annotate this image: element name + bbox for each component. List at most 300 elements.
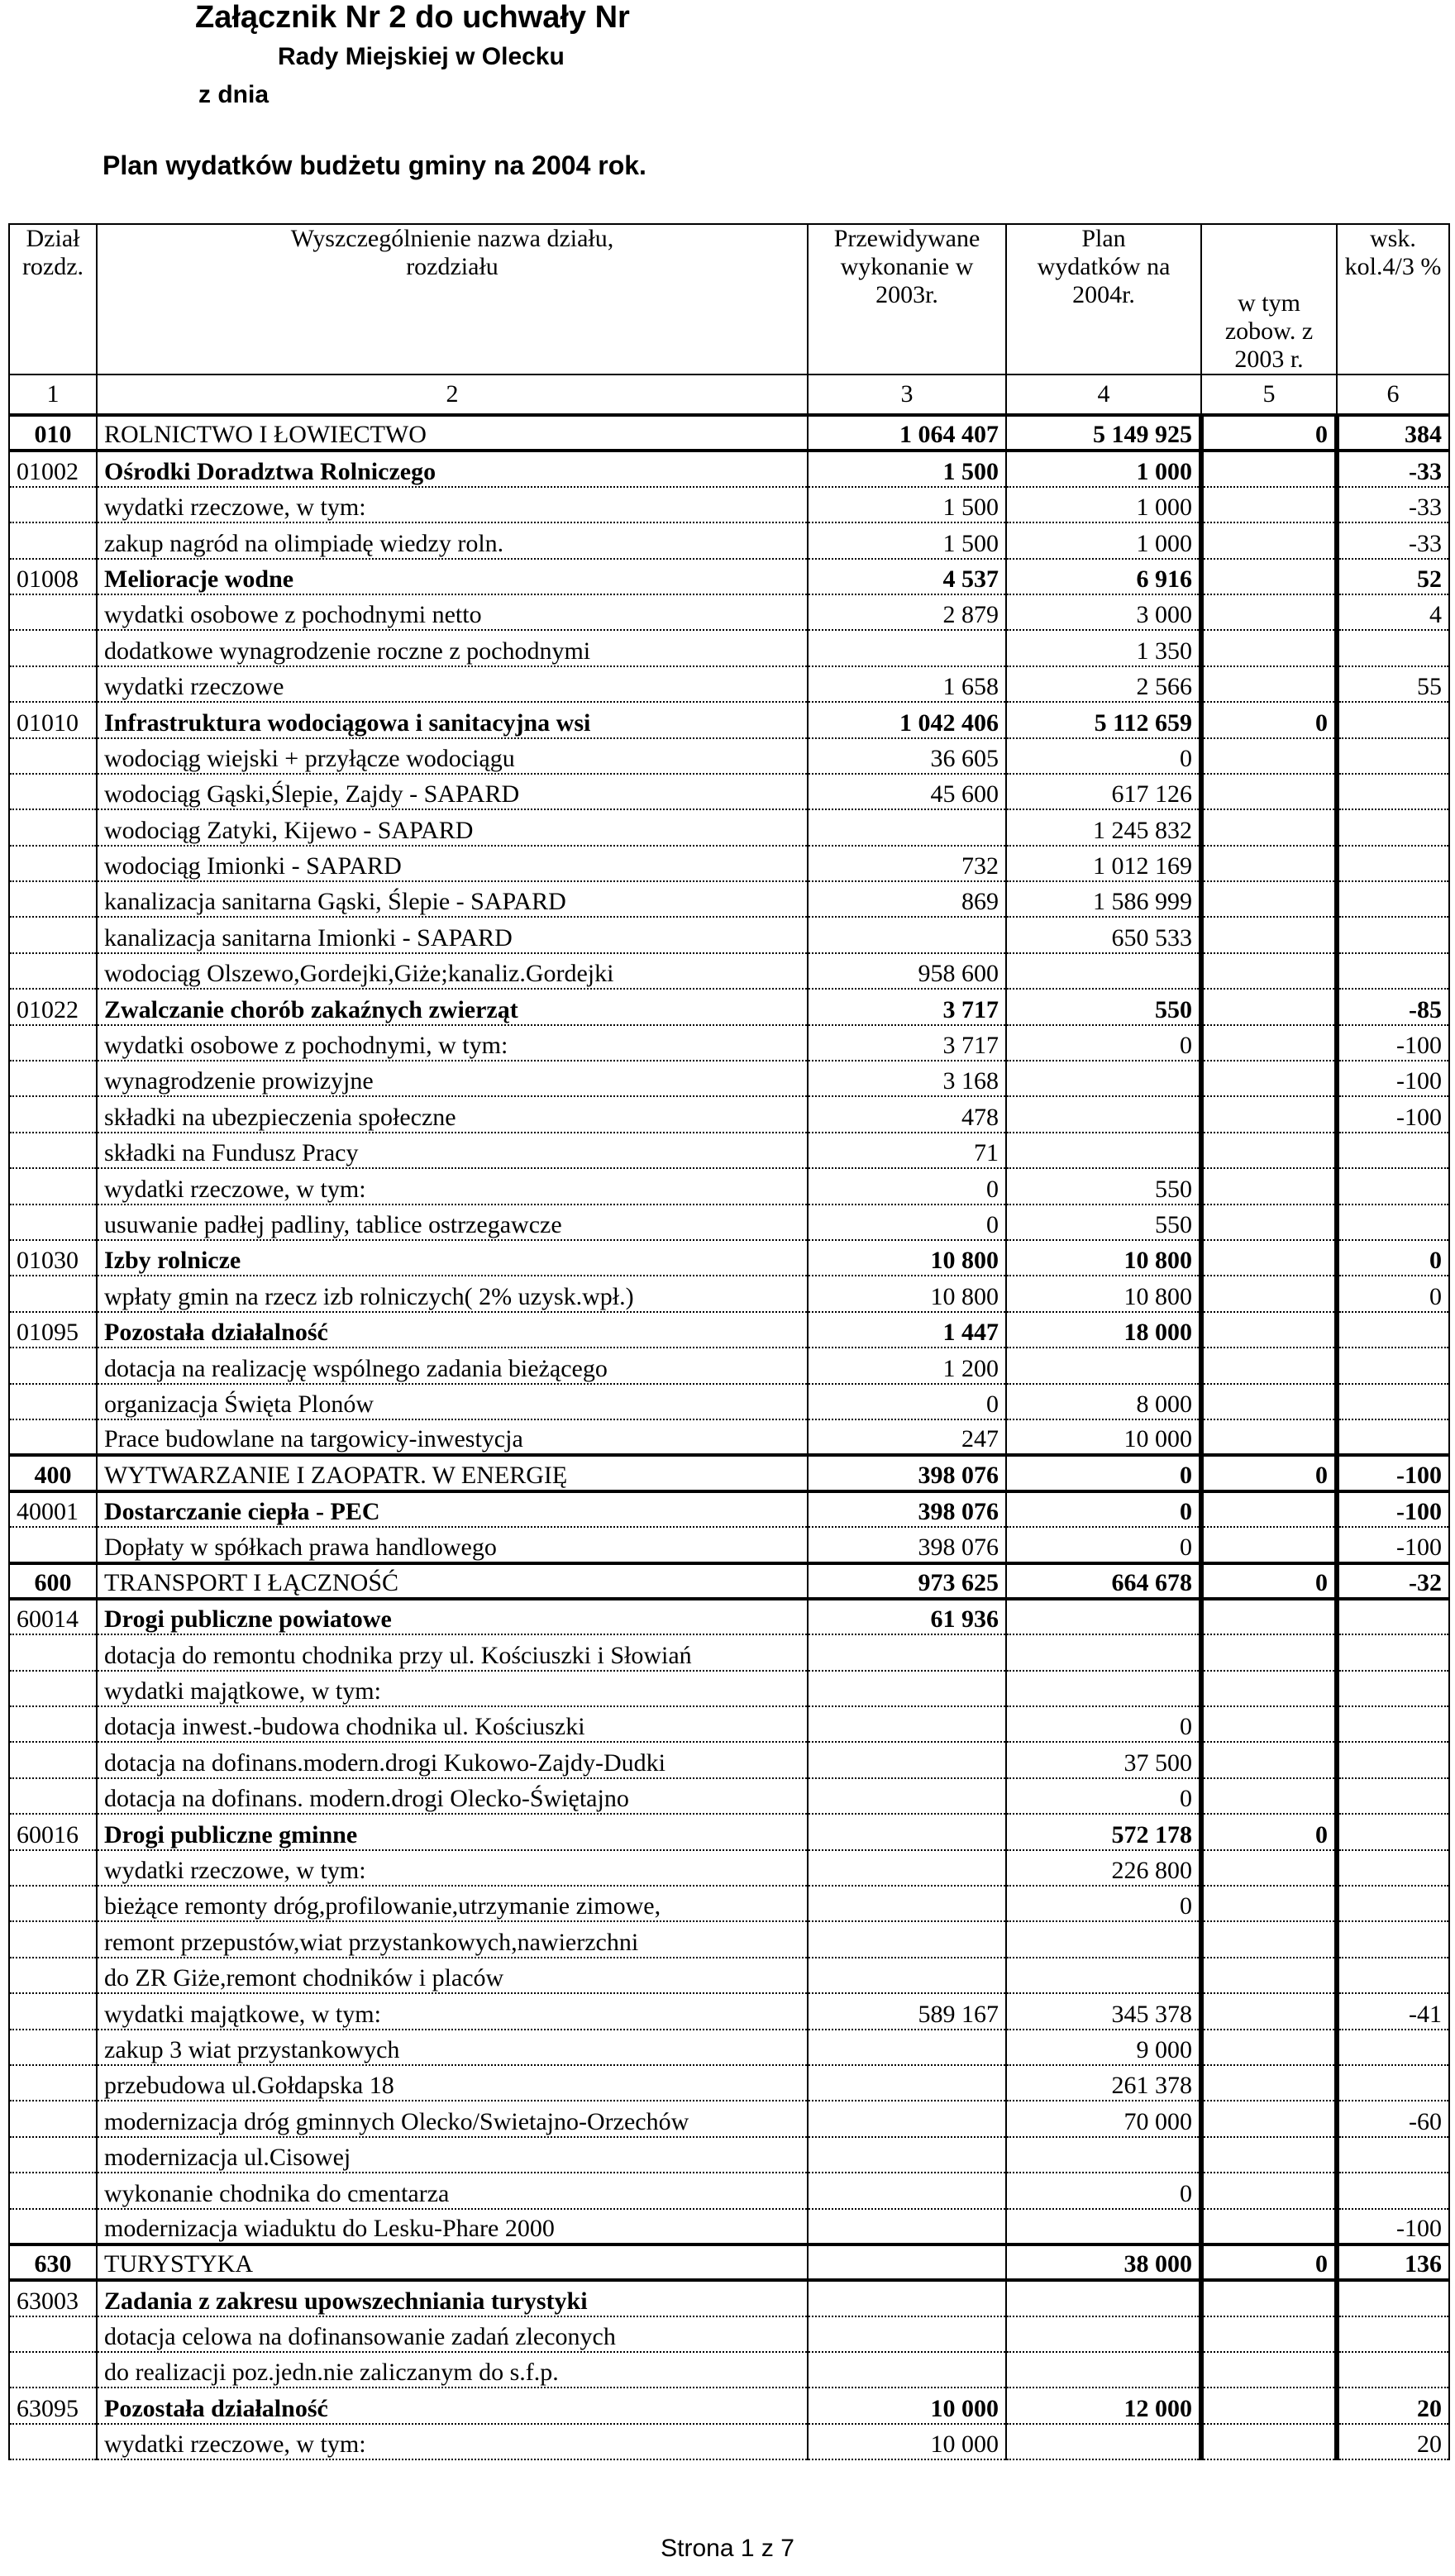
cell-plan-2004: 6 916	[1006, 559, 1201, 594]
cell-expected-2003: 1 200	[808, 1348, 1006, 1383]
cell-expected-2003: 398 076	[808, 1491, 1006, 1527]
cell-description: modernizacja wiaduktu do Lesku-Phare 2000	[97, 2209, 808, 2244]
chapter-row	[9, 1814, 1449, 1849]
cell-expected-2003	[808, 809, 1006, 845]
cell-code: 63003	[9, 2280, 97, 2316]
header-expected-2003: Przewidywane wykonanie w 2003r.	[808, 224, 1006, 374]
cell-code	[9, 1527, 97, 1562]
cell-code	[9, 1276, 97, 1311]
cell-plan-2004: 664 678	[1006, 1563, 1201, 1599]
cell-expected-2003: 732	[808, 846, 1006, 881]
cell-plan-2004	[1006, 1096, 1201, 1132]
cell-plan-2004	[1006, 1348, 1201, 1383]
cell-obligations-2003	[1201, 1348, 1337, 1383]
cell-ratio: -100	[1337, 2209, 1449, 2244]
budget-table-body	[9, 415, 1449, 2459]
cell-code: 010	[9, 415, 97, 451]
cell-expected-2003: 36 605	[808, 738, 1006, 774]
cell-code	[9, 2316, 97, 2352]
cell-code	[9, 594, 97, 630]
cell-expected-2003	[808, 1814, 1006, 1849]
cell-plan-2004: 1 000	[1006, 522, 1201, 558]
table-row	[9, 594, 1449, 630]
cell-ratio	[1337, 1814, 1449, 1849]
cell-obligations-2003	[1201, 2101, 1337, 2136]
cell-description: wpłaty gmin na rzecz izb rolniczych( 2% uzysk.wpł.)	[97, 1276, 808, 1311]
cell-description: wydatki osobowe z pochodnymi, w tym:	[97, 1025, 808, 1061]
cell-code: 01002	[9, 451, 97, 486]
cell-expected-2003: 398 076	[808, 1455, 1006, 1491]
cell-description: Ośrodki Doradztwa Rolniczego	[97, 451, 808, 486]
cell-description: Izby rolnicze	[97, 1240, 808, 1276]
cell-obligations-2003	[1201, 1133, 1337, 1168]
cell-expected-2003: 3 717	[808, 1025, 1006, 1061]
cell-obligations-2003	[1201, 774, 1337, 809]
cell-plan-2004: 0	[1006, 1025, 1201, 1061]
cell-description: wydatki osobowe z pochodnymi netto	[97, 594, 808, 630]
cell-expected-2003	[808, 2316, 1006, 2352]
cell-expected-2003: 3 717	[808, 989, 1006, 1024]
table-row	[9, 2101, 1449, 2136]
cell-obligations-2003	[1201, 1850, 1337, 1886]
cell-expected-2003	[808, 2065, 1006, 2101]
cell-expected-2003: 0	[808, 1168, 1006, 1204]
cell-obligations-2003	[1201, 2209, 1337, 2244]
cell-obligations-2003	[1201, 1634, 1337, 1670]
chapter-row	[9, 2388, 1449, 2423]
cell-ratio	[1337, 2173, 1449, 2208]
cell-ratio: -33	[1337, 522, 1449, 558]
cell-code	[9, 666, 97, 702]
chapter-row	[9, 1240, 1449, 1276]
cell-code: 60014	[9, 1599, 97, 1634]
cell-obligations-2003	[1201, 738, 1337, 774]
cell-ratio	[1337, 1671, 1449, 1706]
cell-plan-2004: 10 000	[1006, 1419, 1201, 1455]
cell-description: kanalizacja sanitarna Gąski, Ślepie - SAPARD	[97, 881, 808, 917]
cell-ratio	[1337, 774, 1449, 809]
cell-ratio: -32	[1337, 1563, 1449, 1599]
table-row	[9, 738, 1449, 774]
cell-description: Drogi publiczne powiatowe	[97, 1599, 808, 1634]
table-row	[9, 809, 1449, 845]
cell-expected-2003: 1 500	[808, 451, 1006, 486]
cell-code	[9, 2030, 97, 2065]
cell-description: bieżące remonty dróg,profilowanie,utrzymanie zimowe,	[97, 1886, 808, 1921]
cell-code	[9, 1671, 97, 1706]
cell-obligations-2003	[1201, 1384, 1337, 1419]
cell-plan-2004: 1 012 169	[1006, 846, 1201, 881]
cell-code	[9, 1993, 97, 2029]
cell-obligations-2003	[1201, 559, 1337, 594]
cell-expected-2003: 10 800	[808, 1276, 1006, 1311]
cell-plan-2004: 3 000	[1006, 594, 1201, 630]
cell-ratio: -60	[1337, 2101, 1449, 2136]
table-row	[9, 2316, 1449, 2352]
chapter-row	[9, 1599, 1449, 1634]
cell-ratio	[1337, 2316, 1449, 2352]
cell-expected-2003: 2 879	[808, 594, 1006, 630]
cell-description: ROLNICTWO I ŁOWIECTWO	[97, 415, 808, 451]
table-row	[9, 1850, 1449, 1886]
cell-code	[9, 1850, 97, 1886]
cell-expected-2003: 71	[808, 1133, 1006, 1168]
cell-code	[9, 2173, 97, 2208]
cell-obligations-2003	[1201, 2316, 1337, 2352]
cell-description: Zwalczanie chorób zakaźnych zwierząt	[97, 989, 808, 1024]
chapter-row	[9, 1491, 1449, 1527]
cell-description: dodatkowe wynagrodzenie roczne z pochodnymi	[97, 630, 808, 665]
cell-ratio	[1337, 1706, 1449, 1742]
cell-obligations-2003	[1201, 881, 1337, 917]
cell-expected-2003: 958 600	[808, 953, 1006, 989]
cell-description: modernizacja ul.Cisowej	[97, 2137, 808, 2173]
cell-ratio	[1337, 1742, 1449, 1777]
cell-plan-2004	[1006, 2352, 1201, 2388]
table-row	[9, 846, 1449, 881]
colnum-5: 5	[1201, 374, 1337, 415]
cell-obligations-2003	[1201, 1312, 1337, 1348]
cell-ratio: 4	[1337, 594, 1449, 630]
cell-description: dotacja inwest.-budowa chodnika ul. Kościuszki	[97, 1706, 808, 1742]
cell-plan-2004: 18 000	[1006, 1312, 1201, 1348]
table-row	[9, 1384, 1449, 1419]
cell-plan-2004: 261 378	[1006, 2065, 1201, 2101]
cell-expected-2003	[808, 2101, 1006, 2136]
cell-code: 63095	[9, 2388, 97, 2423]
cell-ratio	[1337, 1634, 1449, 1670]
cell-code: 630	[9, 2244, 97, 2280]
cell-code: 400	[9, 1455, 97, 1491]
section-row	[9, 1563, 1449, 1599]
cell-ratio: -33	[1337, 487, 1449, 522]
cell-ratio: 0	[1337, 1276, 1449, 1311]
cell-obligations-2003	[1201, 2065, 1337, 2101]
cell-description: remont przepustów,wiat przystankowych,nawierzchni	[97, 1921, 808, 1957]
cell-obligations-2003	[1201, 1527, 1337, 1562]
cell-code: 60016	[9, 1814, 97, 1849]
cell-obligations-2003: 0	[1201, 1455, 1337, 1491]
cell-ratio: 20	[1337, 2424, 1449, 2459]
cell-obligations-2003	[1201, 666, 1337, 702]
cell-obligations-2003	[1201, 1921, 1337, 1957]
cell-ratio	[1337, 1599, 1449, 1634]
cell-description: wodociąg Imionki - SAPARD	[97, 846, 808, 881]
cell-description: składki na ubezpieczenia społeczne	[97, 1096, 808, 1132]
cell-code	[9, 1348, 97, 1383]
cell-ratio	[1337, 2065, 1449, 2101]
colnum-1: 1	[9, 374, 97, 415]
table-row	[9, 1958, 1449, 1993]
cell-obligations-2003	[1201, 1671, 1337, 1706]
cell-expected-2003: 973 625	[808, 1563, 1006, 1599]
cell-code	[9, 630, 97, 665]
cell-code	[9, 2137, 97, 2173]
cell-description: organizacja Święta Plonów	[97, 1384, 808, 1419]
cell-expected-2003	[808, 1742, 1006, 1777]
table-row	[9, 1706, 1449, 1742]
cell-description: Dostarczanie ciepła - PEC	[97, 1491, 808, 1527]
cell-ratio	[1337, 917, 1449, 952]
table-row	[9, 1096, 1449, 1132]
cell-description: wydatki rzeczowe, w tym:	[97, 1168, 808, 1204]
cell-ratio	[1337, 1419, 1449, 1455]
table-row	[9, 666, 1449, 702]
cell-description: modernizacja dróg gminnych Olecko/Swietajno-Orzechów	[97, 2101, 808, 2136]
cell-code	[9, 2209, 97, 2244]
cell-plan-2004: 550	[1006, 989, 1201, 1024]
cell-plan-2004: 9 000	[1006, 2030, 1201, 2065]
cell-obligations-2003	[1201, 630, 1337, 665]
cell-plan-2004: 0	[1006, 1455, 1201, 1491]
cell-ratio	[1337, 1921, 1449, 1957]
table-row	[9, 1671, 1449, 1706]
cell-ratio	[1337, 1133, 1449, 1168]
cell-obligations-2003	[1201, 2137, 1337, 2173]
cell-description: wydatki rzeczowe, w tym:	[97, 2424, 808, 2459]
cell-plan-2004	[1006, 2137, 1201, 2173]
cell-code	[9, 917, 97, 952]
cell-ratio	[1337, 1312, 1449, 1348]
cell-description: dotacja na dofinans.modern.drogi Kukowo-Zajdy-Dudki	[97, 1742, 808, 1777]
cell-obligations-2003	[1201, 451, 1337, 486]
cell-plan-2004: 617 126	[1006, 774, 1201, 809]
cell-ratio: 52	[1337, 559, 1449, 594]
cell-code	[9, 1205, 97, 1240]
header-dzial: Dział rozdz.	[9, 224, 97, 374]
cell-plan-2004: 0	[1006, 1491, 1201, 1527]
cell-plan-2004: 5 149 925	[1006, 415, 1201, 451]
table-row	[9, 1778, 1449, 1814]
cell-description: wydatki majątkowe, w tym:	[97, 1993, 808, 2029]
cell-plan-2004: 226 800	[1006, 1850, 1201, 1886]
cell-plan-2004: 0	[1006, 1886, 1201, 1921]
table-row	[9, 2352, 1449, 2388]
cell-expected-2003: 1 042 406	[808, 702, 1006, 737]
cell-expected-2003	[808, 1850, 1006, 1886]
cell-code	[9, 2424, 97, 2459]
cell-code: 40001	[9, 1491, 97, 1527]
cell-expected-2003: 478	[808, 1096, 1006, 1132]
cell-description: wydatki rzeczowe, w tym:	[97, 487, 808, 522]
document-title: Plan wydatków budżetu gminy na 2004 rok.	[103, 150, 646, 180]
cell-obligations-2003	[1201, 1886, 1337, 1921]
cell-obligations-2003	[1201, 2173, 1337, 2208]
colnum-2: 2	[97, 374, 808, 415]
table-row	[9, 522, 1449, 558]
table-row	[9, 1527, 1449, 1562]
cell-ratio	[1337, 1886, 1449, 1921]
cell-description: TURYSTYKA	[97, 2244, 808, 2280]
table-row	[9, 1993, 1449, 2029]
cell-ratio: -33	[1337, 451, 1449, 486]
cell-expected-2003: 1 500	[808, 522, 1006, 558]
table-row	[9, 1276, 1449, 1311]
cell-ratio: -100	[1337, 1061, 1449, 1096]
table-row	[9, 1061, 1449, 1096]
cell-ratio	[1337, 1205, 1449, 1240]
cell-ratio: -85	[1337, 989, 1449, 1024]
cell-obligations-2003	[1201, 1491, 1337, 1527]
cell-code	[9, 1921, 97, 1957]
chapter-row	[9, 1312, 1449, 1348]
colnum-6: 6	[1337, 374, 1449, 415]
cell-description: dotacja do remontu chodnika przy ul. Kościuszki i Słowiań	[97, 1634, 808, 1670]
cell-code	[9, 1096, 97, 1132]
cell-expected-2003: 45 600	[808, 774, 1006, 809]
cell-obligations-2003	[1201, 1706, 1337, 1742]
cell-obligations-2003	[1201, 2030, 1337, 2065]
cell-description: dotacja na realizację wspólnego zadania bieżącego	[97, 1348, 808, 1383]
cell-expected-2003: 869	[808, 881, 1006, 917]
section-row	[9, 1455, 1449, 1491]
cell-ratio: -100	[1337, 1527, 1449, 1562]
cell-expected-2003	[808, 1634, 1006, 1670]
cell-code	[9, 1419, 97, 1455]
cell-description: TRANSPORT I ŁĄCZNOŚĆ	[97, 1563, 808, 1599]
cell-description: wydatki majątkowe, w tym:	[97, 1671, 808, 1706]
cell-obligations-2003: 0	[1201, 1563, 1337, 1599]
cell-plan-2004: 10 800	[1006, 1276, 1201, 1311]
cell-description: Infrastruktura wodociągowa i sanitacyjna wsi	[97, 702, 808, 737]
cell-plan-2004: 1 350	[1006, 630, 1201, 665]
cell-expected-2003: 0	[808, 1384, 1006, 1419]
header-ratio: wsk. kol.4/3 %	[1337, 224, 1449, 374]
cell-obligations-2003	[1201, 1742, 1337, 1777]
section-row	[9, 415, 1449, 451]
table-row	[9, 1886, 1449, 1921]
cell-code: 01010	[9, 702, 97, 737]
cell-ratio	[1337, 702, 1449, 737]
cell-code	[9, 1384, 97, 1419]
cell-obligations-2003	[1201, 1240, 1337, 1276]
table-row	[9, 1133, 1449, 1168]
cell-plan-2004	[1006, 2316, 1201, 2352]
cell-code	[9, 1168, 97, 1204]
cell-expected-2003	[808, 2173, 1006, 2208]
cell-obligations-2003	[1201, 989, 1337, 1024]
cell-expected-2003: 589 167	[808, 1993, 1006, 2029]
cell-obligations-2003	[1201, 2388, 1337, 2423]
cell-ratio	[1337, 1168, 1449, 1204]
cell-obligations-2003: 0	[1201, 702, 1337, 737]
cell-obligations-2003	[1201, 846, 1337, 881]
cell-ratio: -41	[1337, 1993, 1449, 2029]
cell-description: wydatki rzeczowe	[97, 666, 808, 702]
cell-expected-2003	[808, 1958, 1006, 1993]
cell-expected-2003: 10 800	[808, 1240, 1006, 1276]
table-row	[9, 1921, 1449, 1957]
cell-code	[9, 1778, 97, 1814]
cell-obligations-2003: 0	[1201, 415, 1337, 451]
cell-plan-2004	[1006, 1599, 1201, 1634]
cell-plan-2004: 1 000	[1006, 487, 1201, 522]
cell-expected-2003: 10 000	[808, 2424, 1006, 2459]
cell-plan-2004	[1006, 1061, 1201, 1096]
cell-expected-2003: 61 936	[808, 1599, 1006, 1634]
cell-obligations-2003: 0	[1201, 2244, 1337, 2280]
cell-expected-2003	[808, 1921, 1006, 1957]
table-row	[9, 2424, 1449, 2459]
cell-plan-2004: 0	[1006, 738, 1201, 774]
cell-description: Pozostała działalność	[97, 1312, 808, 1348]
cell-obligations-2003	[1201, 594, 1337, 630]
cell-ratio	[1337, 1384, 1449, 1419]
cell-plan-2004: 345 378	[1006, 1993, 1201, 2029]
cell-description: zakup nagród na olimpiadę wiedzy roln.	[97, 522, 808, 558]
cell-obligations-2003	[1201, 2424, 1337, 2459]
cell-description: Drogi publiczne gminne	[97, 1814, 808, 1849]
cell-obligations-2003	[1201, 809, 1337, 845]
cell-plan-2004: 2 566	[1006, 666, 1201, 702]
cell-expected-2003	[808, 917, 1006, 952]
cell-expected-2003	[808, 2030, 1006, 2065]
council-name: Rady Miejskiej w Olecku	[278, 43, 565, 70]
cell-obligations-2003	[1201, 1205, 1337, 1240]
cell-obligations-2003	[1201, 487, 1337, 522]
cell-ratio: 20	[1337, 2388, 1449, 2423]
cell-plan-2004: 0	[1006, 1706, 1201, 1742]
cell-ratio	[1337, 881, 1449, 917]
section-row	[9, 2244, 1449, 2280]
cell-description: Zadania z zakresu upowszechniania turystyki	[97, 2280, 808, 2316]
colnum-3: 3	[808, 374, 1006, 415]
cell-description: zakup 3 wiat przystankowych	[97, 2030, 808, 2065]
cell-expected-2003: 1 658	[808, 666, 1006, 702]
cell-plan-2004: 650 533	[1006, 917, 1201, 952]
cell-code	[9, 846, 97, 881]
cell-code	[9, 2065, 97, 2101]
cell-code: 01008	[9, 559, 97, 594]
cell-obligations-2003	[1201, 1276, 1337, 1311]
cell-expected-2003	[808, 2137, 1006, 2173]
cell-description: wodociąg Olszewo,Gordejki,Giże;kanaliz.Gordejki	[97, 953, 808, 989]
cell-description: Pozostała działalność	[97, 2388, 808, 2423]
cell-description: wodociąg wiejski + przyłącze wodociągu	[97, 738, 808, 774]
cell-description: do ZR Giże,remont chodników i placów	[97, 1958, 808, 1993]
cell-obligations-2003	[1201, 1168, 1337, 1204]
cell-description: Prace budowlane na targowicy-inwestycja	[97, 1419, 808, 1455]
cell-code	[9, 1886, 97, 1921]
table-row	[9, 881, 1449, 917]
cell-description: dotacja na dofinans. modern.drogi Olecko-Świętajno	[97, 1778, 808, 1814]
cell-ratio	[1337, 2137, 1449, 2173]
table-row	[9, 630, 1449, 665]
cell-ratio	[1337, 1850, 1449, 1886]
colnum-4: 4	[1006, 374, 1201, 415]
cell-plan-2004	[1006, 953, 1201, 989]
table-row	[9, 2137, 1449, 2173]
cell-expected-2003	[808, 1886, 1006, 1921]
cell-description: wykonanie chodnika do cmentarza	[97, 2173, 808, 2208]
cell-plan-2004	[1006, 1921, 1201, 1957]
cell-expected-2003: 10 000	[808, 2388, 1006, 2423]
cell-expected-2003: 1 500	[808, 487, 1006, 522]
cell-plan-2004	[1006, 2280, 1201, 2316]
cell-description: składki na Fundusz Pracy	[97, 1133, 808, 1168]
cell-expected-2003: 1 447	[808, 1312, 1006, 1348]
cell-code	[9, 2101, 97, 2136]
cell-ratio	[1337, 738, 1449, 774]
cell-description: WYTWARZANIE I ZAOPATR. W ENERGIĘ	[97, 1455, 808, 1491]
cell-plan-2004	[1006, 2424, 1201, 2459]
cell-plan-2004: 12 000	[1006, 2388, 1201, 2423]
cell-ratio	[1337, 1778, 1449, 1814]
cell-plan-2004	[1006, 2209, 1201, 2244]
cell-ratio: 0	[1337, 1240, 1449, 1276]
cell-expected-2003: 3 168	[808, 1061, 1006, 1096]
cell-code	[9, 522, 97, 558]
